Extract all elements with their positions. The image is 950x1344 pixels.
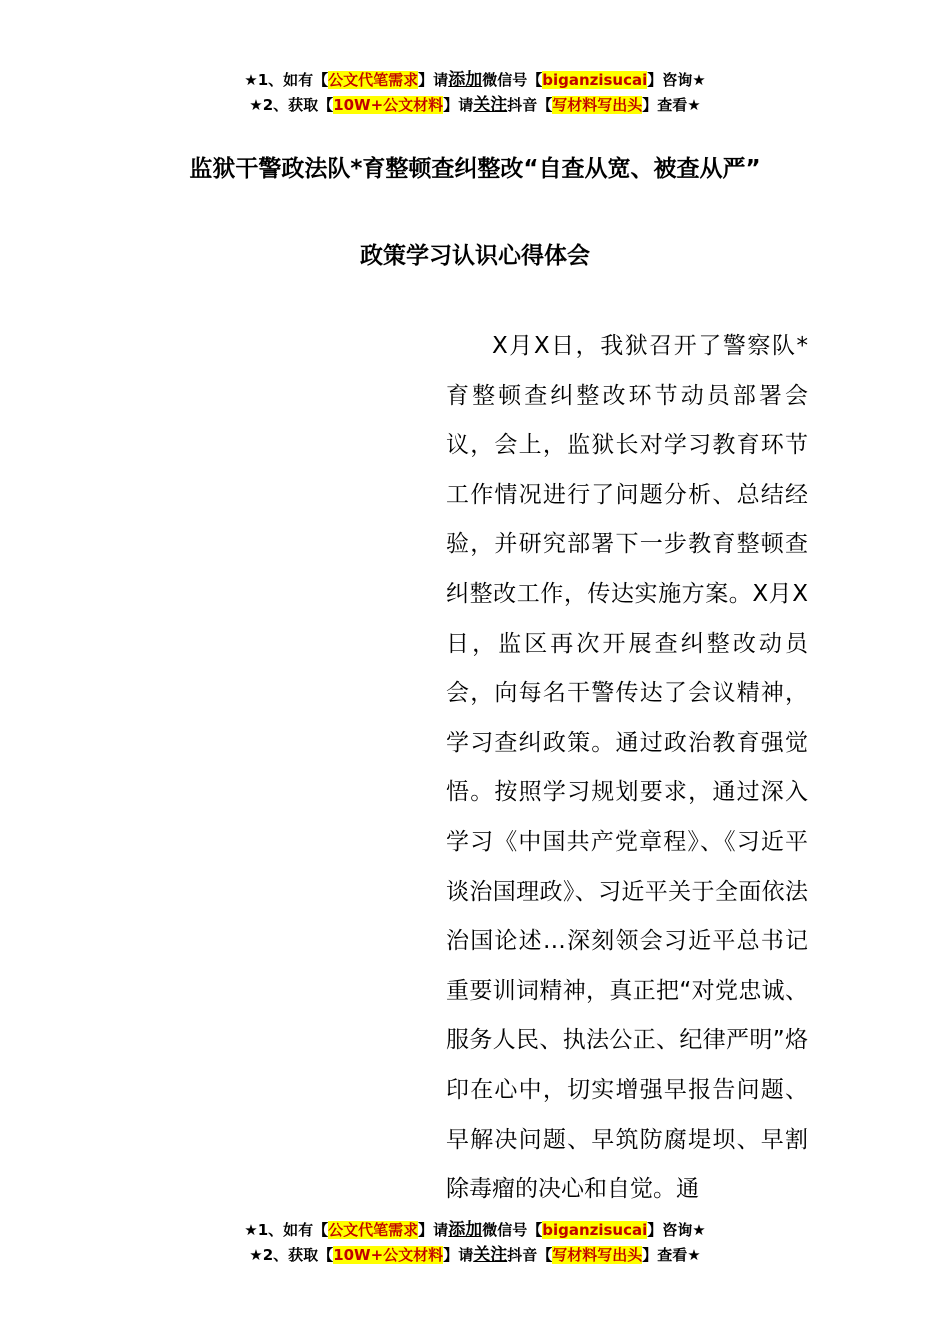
promo-text: 微信号【 bbox=[482, 1221, 543, 1239]
promo-text: 】请 bbox=[443, 96, 474, 114]
document-title-line-1: 监狱干警政法队*育整顿查纠整改“自查从宽、被查从严” bbox=[189, 156, 761, 182]
promo-line-2 bbox=[0, 93, 950, 118]
promo-highlight: 10W+公文材料 bbox=[333, 96, 444, 114]
promo-wechat-id: biganzisucai bbox=[542, 1221, 648, 1239]
promo-highlight: 公文代笔需求 bbox=[328, 1221, 419, 1239]
top-promo-banner bbox=[0, 68, 950, 118]
promo-emphasis: 添加 bbox=[448, 1220, 483, 1240]
promo-emphasis: 添加 bbox=[448, 70, 483, 90]
promo-text: 】查看★ bbox=[642, 96, 701, 114]
promo-highlight: 10W+公文材料 bbox=[333, 1246, 444, 1264]
promo-line-1 bbox=[0, 68, 950, 93]
promo-text: ★1、如有【 bbox=[244, 1221, 329, 1239]
promo-line-1 bbox=[0, 1218, 950, 1243]
promo-text: 】请 bbox=[418, 1221, 449, 1239]
promo-text: 微信号【 bbox=[482, 71, 543, 89]
promo-text: 抖音【 bbox=[507, 1246, 553, 1264]
promo-douyin-id: 写材料写出头 bbox=[552, 1246, 643, 1264]
promo-text: ★2、获取【 bbox=[249, 1246, 334, 1264]
promo-text: 】请 bbox=[443, 1246, 474, 1264]
document-title-line-2: 政策学习认识心得体会 bbox=[360, 243, 590, 269]
promo-text: 】查看★ bbox=[642, 1246, 701, 1264]
promo-wechat-id: biganzisucai bbox=[542, 71, 648, 89]
body-paragraph: X月X日，我狱召开了警察队*育整顿查纠整改环节动员部署会议，会上，监狱长对学习教育环节工作情况进行了问题分析、总结经验，并研究部署下一步教育整顿查纠整改工作，传达实施方案。X月X日，监区再次开展查纠整改动员会，向每名干警传达了会议精神，学习查纠政策。通过政治教育强觉悟。按照学习规划要求，通过深入学习《中国共产党章程》、《习近平谈治国理政》、习近平关于全面依法治国论述…深刻领会习近平总书记重要训词精神，真正把“对党忠诚、服务人民、执法公正、纪律严明”烙印在心中，切实增强早报告问题、早解决问题、早筑防腐堤坝、早割除毒瘤的决心和自觉。通 bbox=[446, 333, 808, 1203]
promo-text: 】请 bbox=[418, 71, 449, 89]
promo-text: 】咨询★ bbox=[647, 1221, 706, 1239]
promo-highlight: 公文代笔需求 bbox=[328, 71, 419, 89]
promo-emphasis: 关注 bbox=[473, 95, 508, 115]
bottom-promo-banner bbox=[0, 1218, 950, 1268]
promo-text: ★1、如有【 bbox=[244, 71, 329, 89]
promo-text: 抖音【 bbox=[507, 96, 553, 114]
promo-douyin-id: 写材料写出头 bbox=[552, 96, 643, 114]
promo-text: ★2、获取【 bbox=[249, 96, 334, 114]
promo-line-2 bbox=[0, 1243, 950, 1268]
promo-emphasis: 关注 bbox=[473, 1245, 508, 1265]
promo-text: 】咨询★ bbox=[647, 71, 706, 89]
